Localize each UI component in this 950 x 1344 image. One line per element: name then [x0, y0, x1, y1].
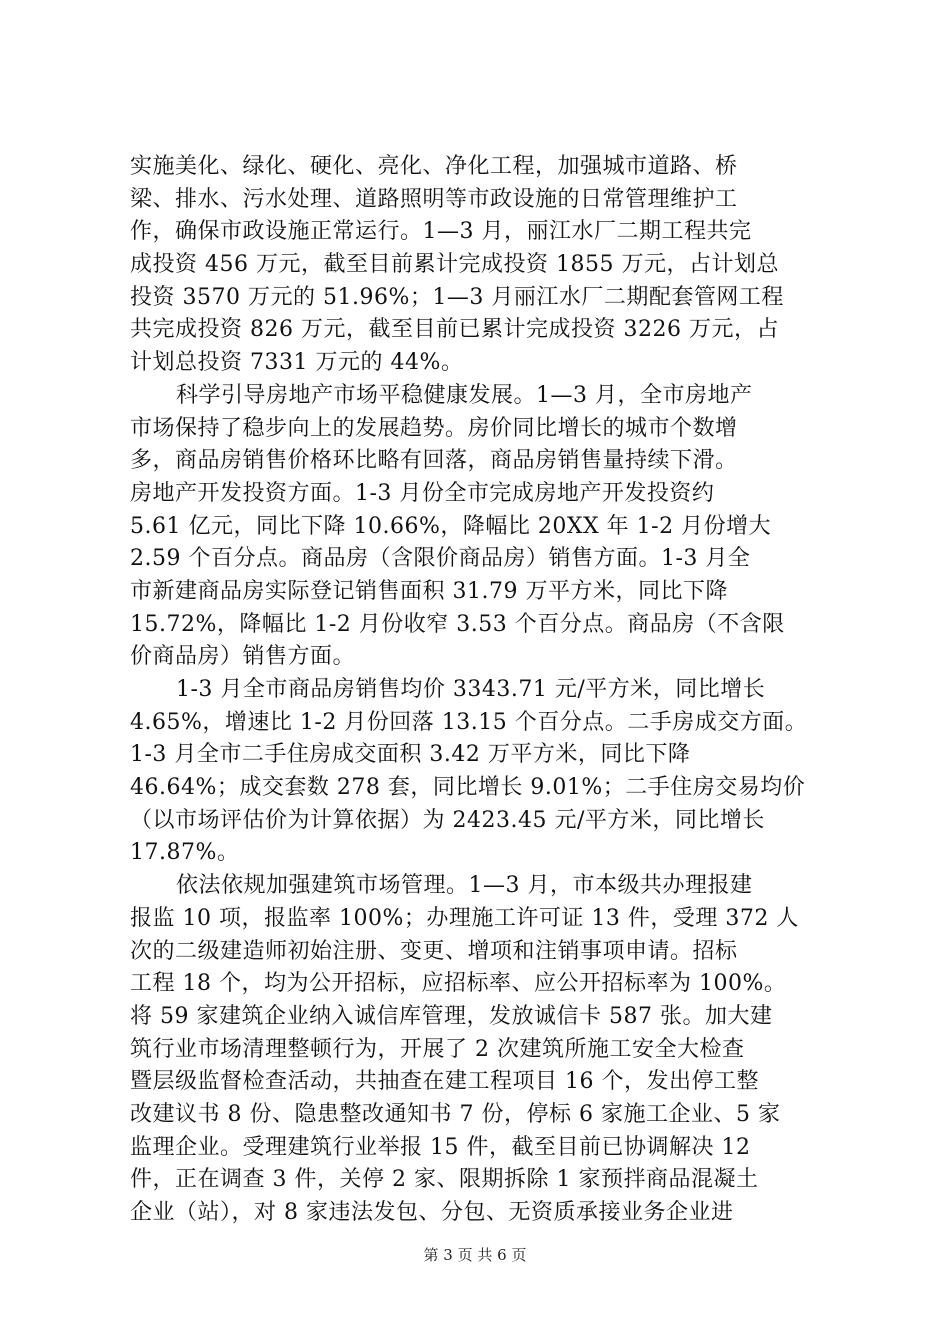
text-line: 2.59 个百分点。商品房（含限价商品房）销售方面。1-3 月全	[130, 546, 751, 572]
text-line: 1-3 月全市商品房销售均价 3343.71 元/平方米，同比增长	[176, 677, 766, 702]
text-line: 共完成投资 826 万元，截至目前已累计完成投资 3226 万元，占	[130, 317, 779, 343]
text-line: 改建议书 8 份、隐患整改通知书 7 份，停标 6 家施工企业、5 家	[130, 1101, 781, 1127]
text-line: 监理企业。受理建筑行业举报 15 件，截至目前已协调解决 12	[130, 1134, 751, 1160]
text-line: 企业（站），对 8 家违法发包、分包、无资质承接业务企业进	[130, 1200, 734, 1225]
text-line: 筑行业市场清理整顿行为，开展了 2 次建筑所施工安全大检查	[130, 1036, 745, 1062]
paragraph	[130, 674, 836, 870]
text-line: 暨层级监督检查活动，共抽查在建工程项目 16 个，发出停工整	[130, 1069, 759, 1095]
paragraph	[130, 870, 836, 1230]
text-line: 市新建商品房实际登记销售面积 31.79 万平方米，同比下降	[130, 578, 728, 604]
text-line: 17.87%。	[130, 840, 240, 866]
text-line: 成投资 456 万元，截至目前累计完成投资 1855 万元，占计划总	[130, 252, 779, 278]
text-line: 梁、排水、污水处理、道路照明等市政设施的日常管理维护工	[130, 186, 738, 212]
text-line: 投资 3570 万元的 51.96%；1—3 月丽江水厂二期配套管网工程	[130, 284, 784, 310]
document-body	[130, 151, 836, 1230]
text-line: 1-3 月全市二手住房成交面积 3.42 万平方米，同比下降	[130, 742, 691, 768]
text-line: 报监 10 项，报监率 100%；办理施工许可证 13 件，受理 372 人	[130, 905, 799, 931]
text-line: 工程 18 个，均为公开招标，应招标率、应公开招标率为 100%。	[130, 971, 787, 997]
text-line: 依法依规加强建筑市场管理。1—3 月，市本级共办理报建	[176, 873, 753, 899]
text-line: 4.65%，增速比 1-2 月份回落 13.15 个百分点。二手房成交方面。	[130, 709, 808, 735]
text-line: 计划总投资 7331 万元的 44%。	[130, 350, 464, 376]
paragraph	[130, 380, 836, 674]
page-number-footer: 第 3 页 共 6 页	[423, 1246, 527, 1264]
text-line: 次的二级建造师初始注册、变更、增项和注销事项申请。招标	[130, 938, 738, 964]
text-line: 作，确保市政设施正常运行。1—3 月，丽江水厂二期工程共完	[130, 219, 752, 245]
text-line: 件，正在调查 3 件，关停 2 家、限期拆除 1 家预拌商品混凝土	[130, 1167, 759, 1193]
text-line: 46.64%；成交套数 278 套，同比增长 9.01%；二手住房交易均价	[130, 775, 806, 801]
text-line: 实施美化、绿化、硬化、亮化、净化工程，加强城市道路、桥	[130, 154, 738, 179]
text-line: （以市场评估价为计算依据）为 2423.45 元/平方米，同比增长	[130, 807, 765, 833]
text-line: 房地产开发投资方面。1-3 月份全市完成房地产开发投资约	[130, 480, 715, 506]
text-line: 科学引导房地产市场平稳健康发展。1—3 月，全市房地产	[176, 382, 753, 408]
text-line: 多，商品房销售价格环比略有回落，商品房销售量持续下滑。	[130, 448, 738, 474]
text-line: 将 59 家建筑企业纳入诚信库管理，发放诚信卡 587 张。加大建	[130, 1003, 773, 1029]
text-line: 市场保持了稳步向上的发展趋势。房价同比增长的城市个数增	[130, 415, 738, 441]
paragraph	[130, 151, 836, 380]
text-line: 价商品房）销售方面。	[130, 644, 356, 670]
text-line: 5.61 亿元，同比下降 10.66%，降幅比 20XX 年 1-2 月份增大	[130, 513, 772, 539]
text-line: 15.72%，降幅比 1-2 月份收窄 3.53 个百分点。商品房（不含限	[130, 611, 785, 637]
